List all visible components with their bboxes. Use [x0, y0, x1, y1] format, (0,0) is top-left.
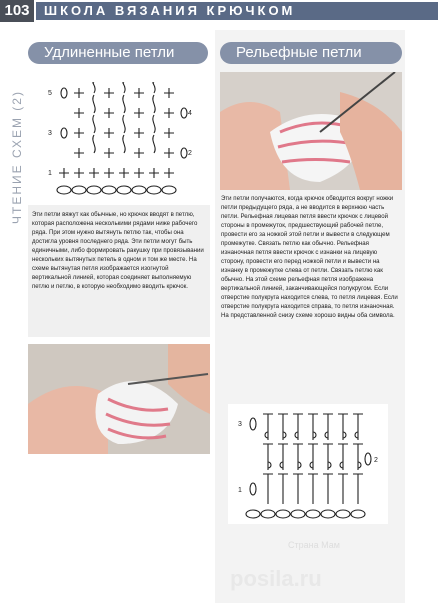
row-label-2: 2	[374, 457, 378, 464]
page-number: 103	[0, 0, 34, 22]
row-label-2: 2	[188, 150, 192, 157]
chain-row	[246, 510, 365, 518]
row-label-4: 4	[188, 110, 192, 117]
row-label-1: 1	[48, 170, 52, 177]
left-photo-illustration	[28, 344, 210, 454]
sidebar-label: ЧТЕНИЕ СХЕМ (2)	[10, 90, 24, 224]
row-label-3: 3	[238, 421, 242, 428]
watermark-subtext: Страна Мам	[288, 540, 340, 550]
left-paragraph: Эти петли вяжут как обычные, но крючок вводят в петлю, которая расположена несколькими рядами ниже рабочего ряда. При этом нужно вытянуть петлю так, чтобы она достигла уровня последнего ряда. Эти петли могут быть единичными, либо формировать ракушку при провязывании нескольких вытянутых петель в одном и том же месте. На схеме вытянутая петля изображается изогнутой вертикальной линией, которая соединяет выполняемую петлю и петлю, в которую необходимо вводить крючок.	[32, 211, 204, 290]
row-label-3: 3	[48, 130, 52, 137]
relief-stitches	[263, 414, 363, 504]
page-header	[0, 0, 438, 24]
elongated-stitches	[93, 83, 155, 153]
left-heading: Удлиненные петли	[28, 42, 208, 64]
right-heading: Рельефные петли	[220, 42, 402, 64]
single-crochet-rows	[59, 88, 174, 178]
sidebar-label-container	[2, 30, 26, 330]
left-chart	[44, 78, 194, 202]
row-label-5: 5	[48, 90, 52, 97]
right-paragraph: Эти петли получаются, когда крючок обводится вокруг ножки петли предыдущего ряда, а не вводится в верхнюю часть петли. Рельефная лицевая петля ввести крючок с лицевой стороны в промежуток, предшествующий рабочей петле, провести его за ножкой этой петли и вывести в следующем промежутке. Связать петлю как обычно. Рельефная изнаночная петля ввести крючок с изнанки на лицевую сторону, провести его перед ножкой петли и вывести на изнанку в промежутке слева от петли. Связать петлю как обычно. На этой схеме рельефная петля изображена вертикальной линией, заканчивающейся полукругом. Если отверстие полукруга находится слева, то петля лицевая. Если отверстие полукруга находится справа, то петля изнаночная. На представленной снизу схеме хорошо видны оба символа.	[221, 195, 398, 319]
chain-row	[57, 186, 176, 194]
right-chart	[228, 404, 388, 524]
row-label-1: 1	[238, 487, 242, 494]
elongated-stitch-diagram	[44, 78, 194, 202]
right-photo-illustration	[220, 72, 402, 190]
watermark: posila.ru	[230, 566, 322, 591]
page-title: ШКОЛА ВЯЗАНИЯ КРЮЧКОМ	[44, 3, 296, 18]
left-photo	[28, 344, 210, 454]
right-photo	[220, 72, 402, 190]
relief-stitch-diagram	[228, 404, 388, 524]
